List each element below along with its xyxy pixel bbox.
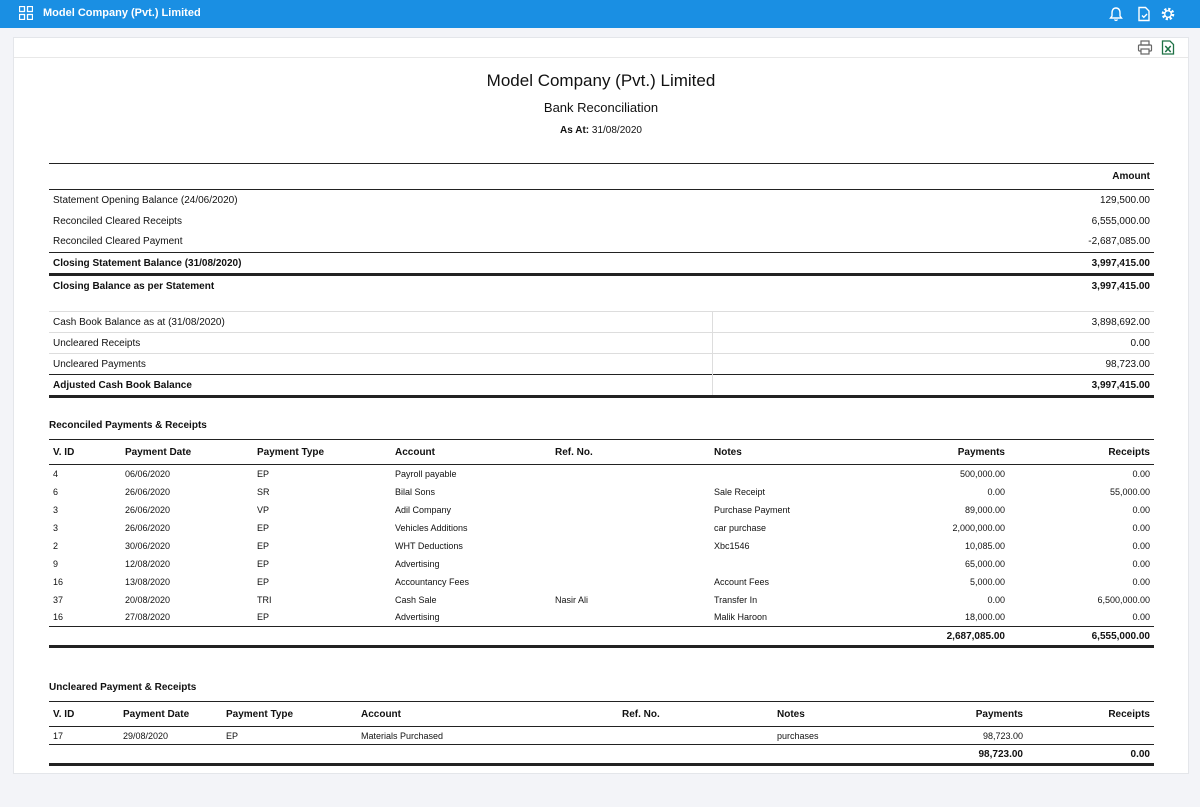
ref-cell xyxy=(551,609,710,627)
payments-cell: 10,085.00 xyxy=(964,540,1005,551)
vid-cell: 2 xyxy=(53,540,59,551)
notes-cell: purchases xyxy=(777,730,819,741)
date-cell: 26/06/2020 xyxy=(125,504,171,515)
table-row xyxy=(49,537,1154,555)
payments-cell: 0.00 xyxy=(987,594,1005,605)
cashbook-label: Uncleared Receipts xyxy=(49,333,712,354)
ref-cell xyxy=(551,573,710,591)
uncleared-header-row xyxy=(49,702,1154,727)
report-panel xyxy=(13,37,1189,774)
reconciled-total-payments: 2,687,085.00 xyxy=(946,630,1005,642)
cashbook-amount: 98,723.00 xyxy=(1105,358,1150,370)
excel-icon[interactable] xyxy=(1161,40,1175,55)
ref-cell xyxy=(551,555,710,573)
receipts-cell: 0.00 xyxy=(1132,540,1150,551)
table-row xyxy=(49,465,1154,483)
cashbook-label: Cash Book Balance as at (31/08/2020) xyxy=(49,312,712,333)
notes-cell xyxy=(710,555,870,573)
account-cell: Vehicles Additions xyxy=(395,522,468,533)
notes-cell: Account Fees xyxy=(714,576,770,587)
summary-row xyxy=(49,190,1154,211)
cashbook-amount: 0.00 xyxy=(1130,337,1150,349)
reconciled-totals-row xyxy=(49,627,1154,647)
summary-row xyxy=(49,211,1154,232)
cashbook-row xyxy=(49,333,1154,354)
date-cell: 30/06/2020 xyxy=(125,540,171,551)
summary-table xyxy=(49,163,1154,298)
summary-label: Statement Opening Balance (24/06/2020) xyxy=(53,194,238,206)
type-cell: EP xyxy=(257,558,270,569)
vid-cell: 16 xyxy=(53,612,64,623)
summary-row xyxy=(49,232,1154,253)
notes-cell: Sale Receipt xyxy=(714,486,766,497)
report-toolbar xyxy=(14,38,1188,58)
ref-cell xyxy=(551,501,710,519)
type-cell: EP xyxy=(257,522,270,533)
type-cell: EP xyxy=(257,468,270,479)
ref-cell xyxy=(618,727,773,745)
payments-cell: 5,000.00 xyxy=(969,576,1005,587)
ref-cell xyxy=(551,537,710,555)
table-row xyxy=(49,573,1154,591)
cashbook-label: Uncleared Payments xyxy=(49,354,712,375)
ref-cell xyxy=(551,519,710,537)
table-row xyxy=(49,609,1154,627)
col-payments: Payments xyxy=(975,708,1023,720)
date-cell: 26/06/2020 xyxy=(125,522,171,533)
amount-header: Amount xyxy=(1112,171,1150,182)
type-cell: SR xyxy=(257,486,270,497)
col-payment-type: Payment Type xyxy=(257,446,325,458)
account-cell: Cash Sale xyxy=(395,594,437,605)
cashbook-row xyxy=(49,354,1154,375)
col-receipts: Receipts xyxy=(1108,446,1150,458)
table-row xyxy=(49,727,1154,745)
ref-cell: Nasir Ali xyxy=(555,594,589,605)
table-row xyxy=(49,519,1154,537)
date-cell: 12/08/2020 xyxy=(125,558,171,569)
vid-cell: 16 xyxy=(53,576,64,587)
cashbook-table xyxy=(49,311,1154,398)
adjusted-cashbook-row xyxy=(49,375,1154,397)
uncleared-rows xyxy=(49,727,1154,745)
vid-cell: 9 xyxy=(53,558,59,569)
payments-cell: 0.00 xyxy=(987,486,1005,497)
gear-icon[interactable] xyxy=(1160,6,1176,22)
as-at-line xyxy=(14,125,1188,136)
reconciled-section-title: Reconciled Payments & Receipts xyxy=(49,420,207,431)
col-account: Account xyxy=(361,708,401,720)
account-cell: WHT Deductions xyxy=(395,540,463,551)
closing-amount: 3,997,415.00 xyxy=(1091,257,1150,269)
app-title: Model Company (Pvt.) Limited xyxy=(43,7,201,19)
company-name: Model Company (Pvt.) Limited xyxy=(486,71,716,90)
closing-balance-row xyxy=(49,275,1154,298)
notes-cell: Malik Haroon xyxy=(714,612,768,623)
summary-amount: 6,555,000.00 xyxy=(1091,215,1150,227)
receipts-cell: 6,500,000.00 xyxy=(1097,594,1150,605)
col-account: Account xyxy=(395,446,435,458)
col-payment-date: Payment Date xyxy=(125,446,192,458)
type-cell: TRI xyxy=(257,594,272,605)
ref-cell xyxy=(551,465,710,483)
payments-cell: 18,000.00 xyxy=(964,612,1005,623)
vid-cell: 3 xyxy=(53,504,59,515)
receipts-cell: 0.00 xyxy=(1132,522,1150,533)
reconciled-total-receipts: 6,555,000.00 xyxy=(1091,630,1150,642)
account-cell: Advertising xyxy=(395,612,440,623)
date-cell: 26/06/2020 xyxy=(125,486,171,497)
account-cell: Adil Company xyxy=(395,504,452,515)
type-cell: VP xyxy=(257,504,270,515)
account-cell: Bilal Sons xyxy=(395,486,436,497)
cashbook-amount: 3,898,692.00 xyxy=(1091,316,1150,328)
col-payments: Payments xyxy=(957,446,1005,458)
document-check-icon[interactable] xyxy=(1136,6,1152,22)
receipts-cell: 55,000.00 xyxy=(1109,486,1150,497)
closing-statement-row xyxy=(49,253,1154,275)
reconciled-table xyxy=(49,439,1154,648)
uncleared-total-payments: 98,723.00 xyxy=(978,748,1023,760)
table-row xyxy=(49,591,1154,609)
vid-cell: 4 xyxy=(53,468,59,479)
date-cell: 27/08/2020 xyxy=(125,612,171,623)
vid-cell: 6 xyxy=(53,486,59,497)
notes-cell: Xbc1546 xyxy=(714,540,750,551)
payments-cell: 2,000,000.00 xyxy=(952,522,1005,533)
table-row xyxy=(49,555,1154,573)
final-label: Closing Balance as per Statement xyxy=(53,281,215,293)
table-row xyxy=(49,501,1154,519)
date-cell: 06/06/2020 xyxy=(125,468,171,479)
final-amount: 3,997,415.00 xyxy=(1091,281,1150,293)
date-cell: 29/08/2020 xyxy=(123,730,169,741)
vid-cell: 3 xyxy=(53,522,59,533)
receipts-cell: 0.00 xyxy=(1132,612,1150,623)
col-notes: Notes xyxy=(714,446,742,458)
report-title: Bank Reconciliation xyxy=(543,100,659,115)
cashbook-row xyxy=(49,312,1154,333)
col-payment-date: Payment Date xyxy=(123,708,190,720)
type-cell: EP xyxy=(226,730,239,741)
vid-cell: 37 xyxy=(53,594,64,605)
as-at-label: As At: xyxy=(560,125,590,136)
print-icon[interactable] xyxy=(1137,40,1153,55)
col-vid: V. ID xyxy=(53,446,75,458)
adjusted-label: Adjusted Cash Book Balance xyxy=(49,375,712,397)
col-notes: Notes xyxy=(777,708,805,720)
col-ref-no: Ref. No. xyxy=(622,708,660,720)
summary-label: Reconciled Cleared Payment xyxy=(53,236,183,248)
summary-amount: 129,500.00 xyxy=(1099,194,1150,206)
uncleared-totals-row xyxy=(49,745,1154,765)
reconciled-rows xyxy=(49,465,1154,627)
receipts-cell: 0.00 xyxy=(1132,558,1150,569)
notes-cell: Transfer In xyxy=(714,594,758,605)
col-ref-no: Ref. No. xyxy=(555,446,593,458)
account-cell: Payroll payable xyxy=(395,468,457,479)
notes-cell: Purchase Payment xyxy=(714,504,791,515)
reconciled-header-row xyxy=(49,440,1154,465)
bell-icon[interactable] xyxy=(1108,6,1124,22)
adjusted-amount: 3,997,415.00 xyxy=(1091,379,1150,391)
receipts-cell: 0.00 xyxy=(1132,576,1150,587)
summary-header xyxy=(49,164,1154,190)
type-cell: EP xyxy=(257,576,270,587)
col-receipts: Receipts xyxy=(1108,708,1150,720)
payments-cell: 89,000.00 xyxy=(964,504,1005,515)
col-payment-type: Payment Type xyxy=(226,708,294,720)
col-vid: V. ID xyxy=(53,708,75,720)
date-cell: 13/08/2020 xyxy=(125,576,171,587)
uncleared-table xyxy=(49,701,1154,766)
ref-cell xyxy=(551,483,710,501)
summary-label: Reconciled Cleared Receipts xyxy=(53,215,182,227)
payments-cell: 98,723.00 xyxy=(982,730,1023,741)
summary-amount: -2,687,085.00 xyxy=(1088,236,1150,248)
account-cell: Materials Purchased xyxy=(361,730,444,741)
account-cell: Advertising xyxy=(395,558,440,569)
receipts-cell: 0.00 xyxy=(1132,504,1150,515)
uncleared-total-receipts: 0.00 xyxy=(1130,748,1150,760)
payments-cell: 65,000.00 xyxy=(964,558,1005,569)
account-cell: Accountancy Fees xyxy=(395,576,470,587)
closing-label: Closing Statement Balance (31/08/2020) xyxy=(53,257,242,269)
notes-cell: car purchase xyxy=(714,522,767,533)
as-at-date: 31/08/2020 xyxy=(591,125,642,136)
table-row xyxy=(49,483,1154,501)
top-bar xyxy=(0,0,1200,28)
type-cell: EP xyxy=(257,612,270,623)
uncleared-section-title: Uncleared Payment & Receipts xyxy=(49,682,197,693)
date-cell: 20/08/2020 xyxy=(125,594,171,605)
vid-cell: 17 xyxy=(53,730,64,741)
payments-cell: 500,000.00 xyxy=(959,468,1005,479)
apps-grid-icon[interactable] xyxy=(19,6,33,20)
receipts-cell: 0.00 xyxy=(1132,468,1150,479)
receipts-cell xyxy=(1027,727,1154,745)
type-cell: EP xyxy=(257,540,270,551)
notes-cell xyxy=(710,465,870,483)
